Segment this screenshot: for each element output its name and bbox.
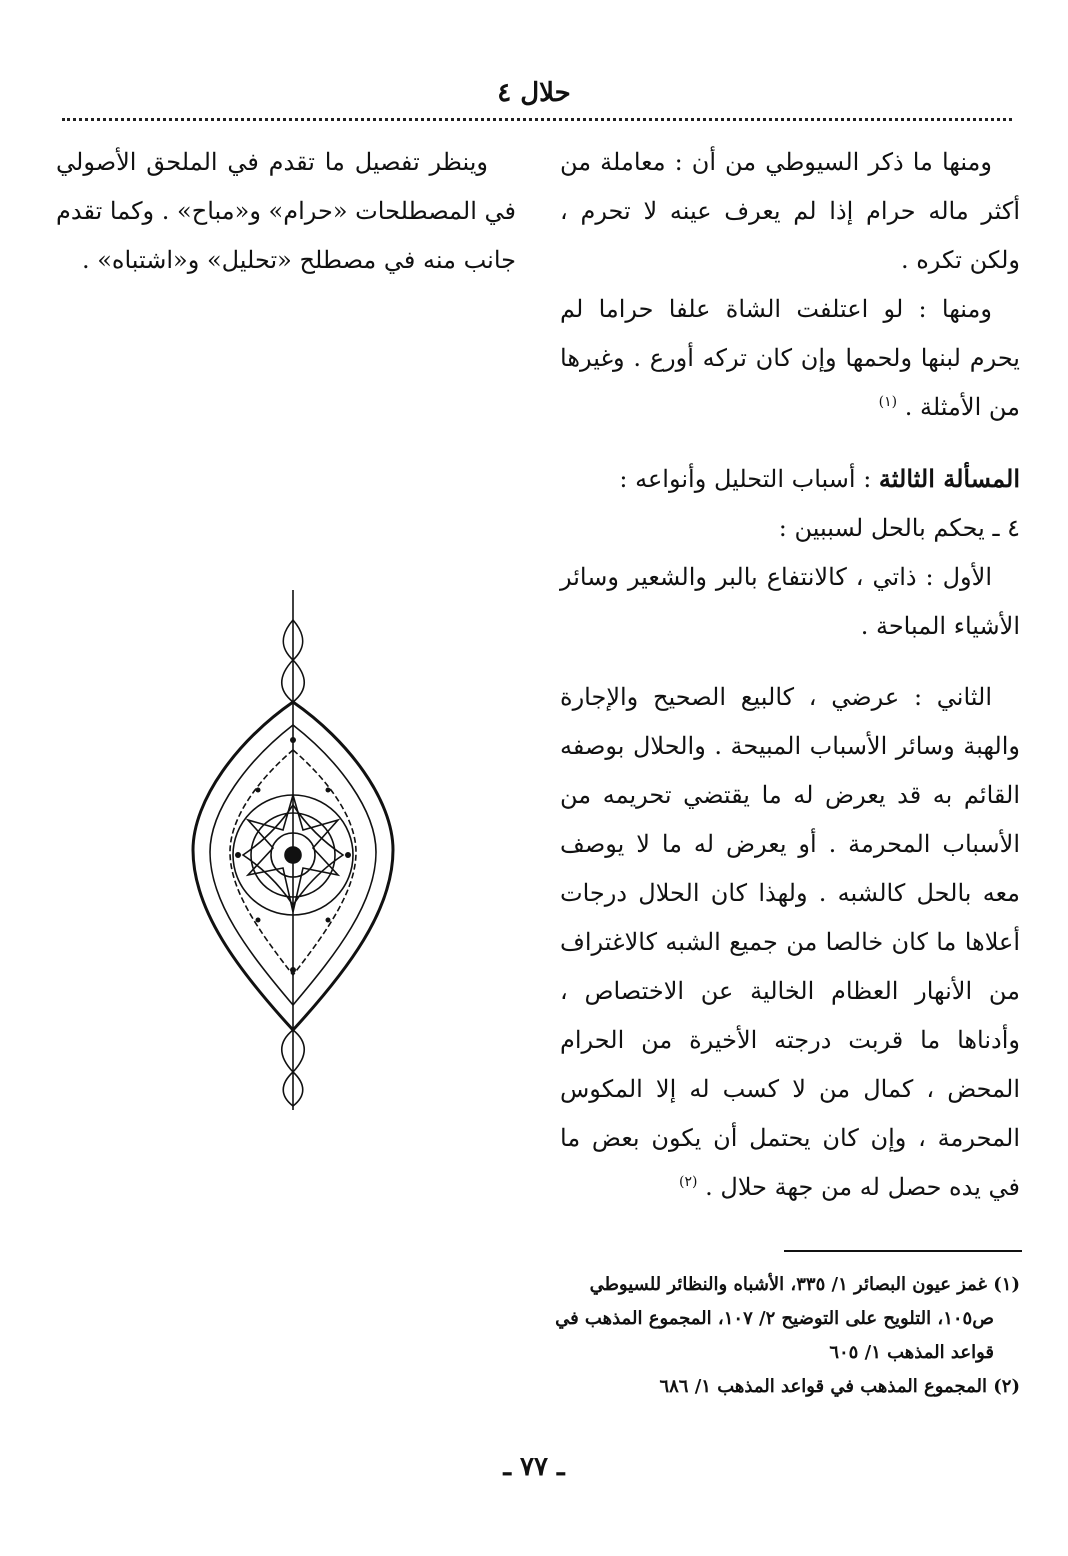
footnote-2-text: المجموع المذهب في قواعد المذهب ١/ ٦٨٦ [659, 1376, 987, 1397]
item-4-text: ٤ ـ يحكم بالحل لسببين : [778, 514, 1020, 542]
left-column-text: وينظر تفصيل ما تقدم في الملحق الأصولي في المصطلحات «حرام» و«مباح» . وكما تقدم جانب منه في مصطلح «تحليل» و«اشتباه» . [56, 148, 516, 274]
page-number: ـ ٧٧ ـ [503, 1452, 565, 1482]
right-column [560, 138, 1020, 1212]
footnote-rule [784, 1250, 1022, 1252]
second-type [560, 673, 1020, 1212]
footnote-1 [550, 1268, 1020, 1370]
page-header: حلال ٤ [497, 78, 571, 108]
paragraph-2-text: ومنها : لو اعتلفت الشاة علفا حراما لم يحرم لبنها ولحمها وإن كان تركه أورع . وغيرها من الأمثلة . [560, 295, 1020, 421]
footnote-ref-1[interactable]: (١) [878, 394, 898, 410]
footnote-1-continued: ص١٠٥، التلويح على التوضيح ٢/ ١٠٧، المجموع المذهب في قواعد المذهب ١/ ٦٠٥ [555, 1308, 994, 1363]
footnote-ref-2[interactable]: (٢) [679, 1174, 698, 1190]
left-column [56, 138, 516, 285]
dotted-divider [62, 118, 1012, 121]
issue-text: : أسباب التحليل وأنواعه : [619, 465, 879, 493]
item-4 [560, 504, 1020, 553]
paragraph-1 [560, 138, 1020, 285]
first-type-text: الأول : ذاتي ، كالانتفاع بالبر والشعير وسائر الأشياء المباحة . [560, 563, 1020, 640]
footnote-2-number: (٢) [993, 1376, 1020, 1397]
first-type [560, 553, 1020, 651]
decorative-ornament-icon [188, 590, 398, 1110]
footnote-2 [550, 1370, 1020, 1404]
paragraph-2 [560, 285, 1020, 432]
paragraph-1-text: ومنها ما ذكر السيوطي من أن : معاملة من أكثر ماله حرام إذا لم يعرف عينه لا تحرم ، ولكن تكره . [560, 148, 1020, 274]
footnotes [550, 1268, 1020, 1404]
issue-heading [560, 454, 1020, 504]
footnote-1-number: (١) [993, 1274, 1020, 1295]
issue-label: المسألة الثالثة [878, 464, 1020, 493]
second-type-text: الثاني : عرضي ، كالبيع الصحيح والإجارة والهبة وسائر الأسباب المبيحة . والحلال بوصفه القائم به قد يعرض له ما يقتضي تحريمه من الأسباب المحرمة . أو يعرض له ما لا يوصف معه بالحل كالشبه . ولهذا كان الحلال درجات أعلاها ما كان خالصا من جميع الشبه كالاغتراف من الأنهار العظام الخالية عن الاختصاص ، وأدناها ما قربت درجته الأخيرة من الحرام المحض ، كمال من لا كسب له إلا المكوس المحرمة ، وإن كان يحتمل أن يكون بعض ما في يده حصل له من جهة حلال . [560, 683, 1020, 1201]
footnote-1-text: غمز عيون البصائر ١/ ٣٣٥، الأشباه والنظائر للسيوطي [589, 1274, 987, 1295]
